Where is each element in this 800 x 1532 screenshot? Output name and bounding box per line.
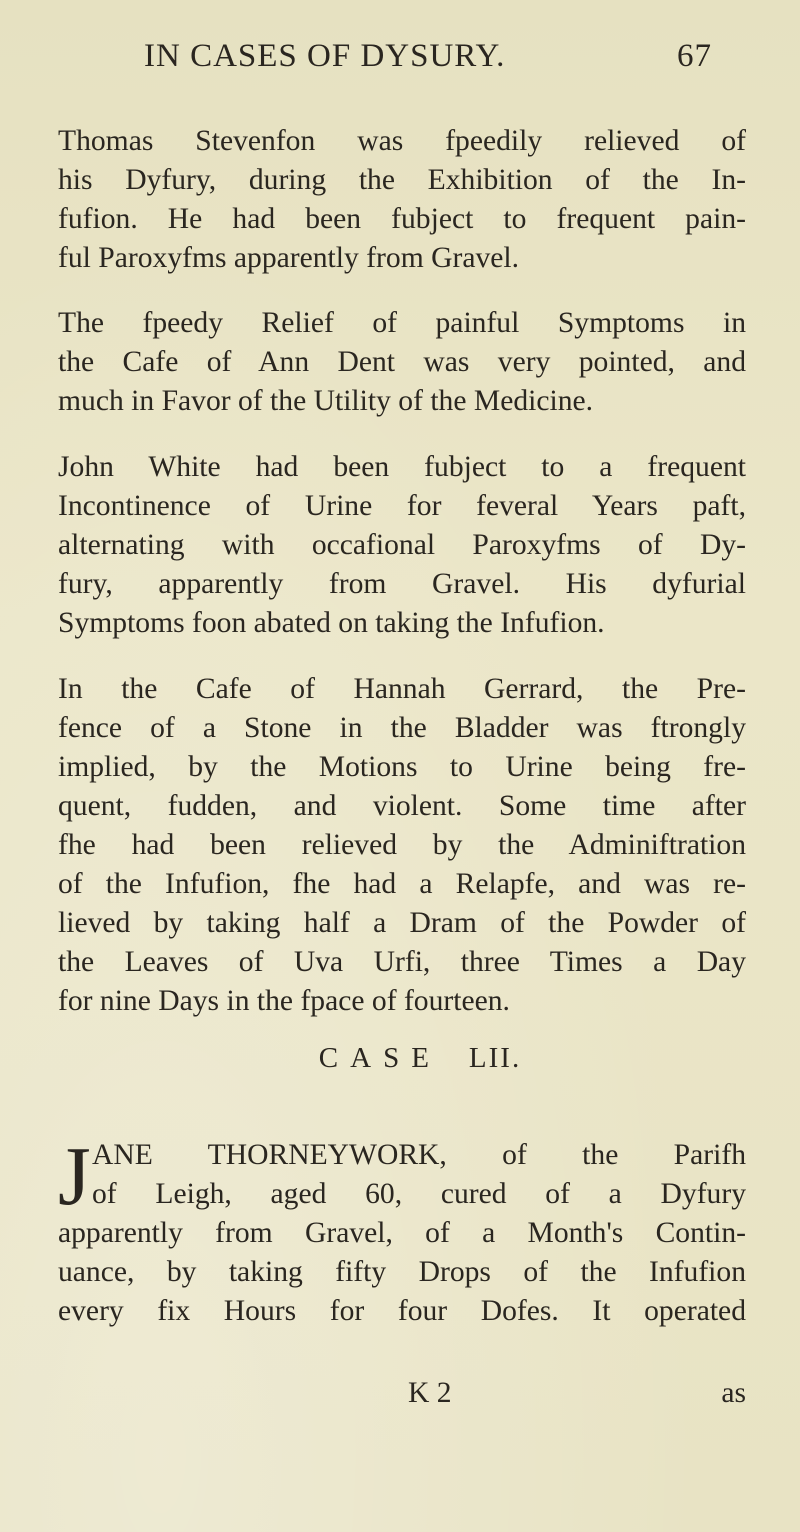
paragraph-jane-thorneywork (58, 1130, 746, 1331)
text-line: ful Paroxyfms apparently from Gravel. (58, 242, 520, 274)
text-line: fufion. He had been fubject to frequent pain- (58, 203, 746, 235)
paragraph-stevenson (58, 122, 746, 278)
text-line: the Leaves of Uva Urfi, three Times a Day (58, 946, 746, 978)
page-number: 67 (677, 38, 712, 74)
case-heading (0, 1038, 800, 1078)
text-line: apparently from Gravel, of a Month's Contin- (58, 1217, 746, 1249)
case-number: LII. (468, 1042, 522, 1074)
paragraph-ann-dent (58, 304, 746, 421)
text-line: Symptoms foon abated on taking the Infufion. (58, 607, 605, 639)
paragraph-john-white (58, 448, 746, 643)
text-line: fury, apparently from Gravel. His dyfurial (58, 568, 746, 600)
text-line: John White had been fubject to a frequent (58, 451, 746, 483)
text-line: of the Infufion, fhe had a Relapfe, and was re- (58, 868, 746, 900)
text-line: for nine Days in the fpace of fourteen. (58, 985, 510, 1017)
case-label: CASE (318, 1042, 441, 1074)
text-line: alternating with occafional Paroxyfms of Dy- (58, 529, 746, 561)
paragraph-hannah-gerrard (58, 670, 746, 1021)
text-line: much in Favor of the Utility of the Medicine. (58, 385, 594, 417)
text-line: lieved by taking half a Dram of the Powder of (58, 907, 746, 939)
text-line: of Leigh, aged 60, cured of a Dyfury (92, 1178, 746, 1210)
text-line: Thomas Stevenfon was fpeedily relieved of (58, 125, 746, 157)
text-line: fence of a Stone in the Bladder was ftrongly (58, 712, 746, 744)
signature-mark: K 2 (408, 1377, 452, 1409)
running-head (144, 36, 712, 76)
text-line: the Cafe of Ann Dent was very pointed, and (58, 346, 746, 378)
text-line: Incontinence of Urine for feveral Years paft, (58, 490, 746, 522)
text-line: his Dyfury, during the Exhibition of the In- (58, 164, 746, 196)
text-line: uance, by taking fifty Drops of the Infufion (58, 1256, 746, 1288)
catchword: as (721, 1377, 746, 1409)
drop-cap: J (58, 1130, 91, 1223)
text-line: implied, by the Motions to Urine being fre- (58, 751, 746, 783)
text-line: quent, fudden, and violent. Some time after (58, 790, 746, 822)
text-line: The fpeedy Relief of painful Symptoms in (58, 307, 746, 339)
text-line: ANE THORNEYWORK, of the Parifh (92, 1139, 746, 1171)
text-line: every fix Hours for four Dofes. It operated (58, 1295, 746, 1327)
running-head-title: IN CASES OF DYSURY. (144, 38, 506, 74)
text-line: fhe had been relieved by the Adminiftration (58, 829, 746, 861)
text-line: In the Cafe of Hannah Gerrard, the Pre- (58, 673, 746, 705)
